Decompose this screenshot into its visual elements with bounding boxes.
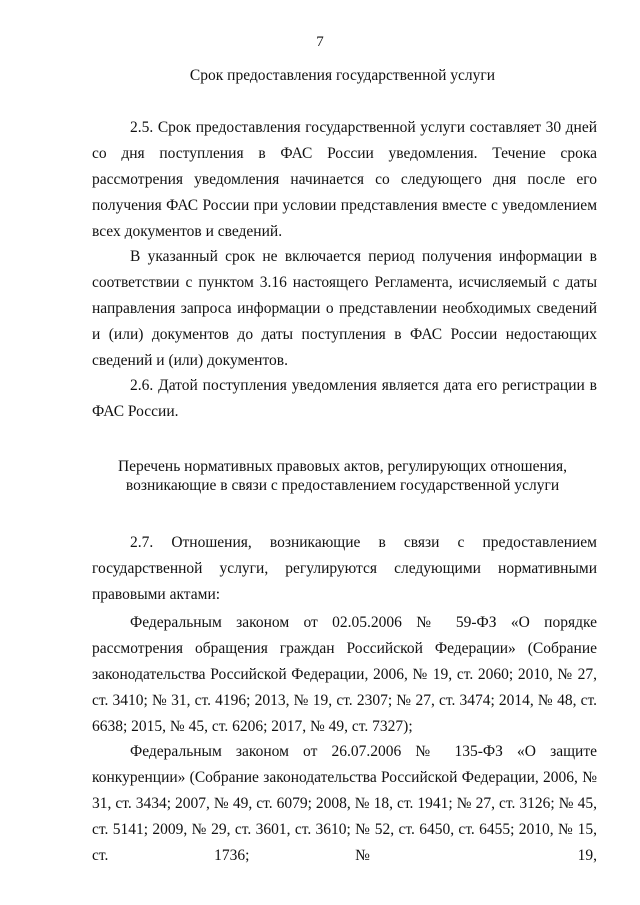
page-number: 7 [316, 34, 324, 50]
section-title-legal-acts: Перечень нормативных правовых актов, регулирующих отношения, возникающие в связи с предоставлением государственной услуги [117, 458, 568, 494]
paragraph-2-7: 2.7. Отношения, возникающие в связи с предоставлением государственной услуги, регулируются следующими нормативными правовыми актами: [92, 534, 597, 603]
paragraph-law-135-fz: Федеральным законом от 26.07.2006 № 135-ФЗ «О защите конкуренции» (Собрание законодательства Российской Федерации, 2006, № 31, ст. 3434; 2007, № 49, ст. 6079; 2008, № 18, ст. 1941; № 27, ст. 3126; № 45, ст. 5141; 2009, № 29, ст. 3601, ст. 3610; № 52, ст. 6450, ст. 6455; 2010, № 15, ст. 1736; № 19, [92, 743, 597, 864]
paragraph-2-6: 2.6. Датой поступления уведомления является дата его регистрации в ФАС России. [92, 377, 597, 420]
paragraph-period-exclusion: В указанный срок не включается период получения информации в соответствии с пунктом 3.16 настоящего Регламента, исчисляемый с даты направления запроса информации о представлении необходимых сведений и (или) документов до даты поступления в ФАС России недостающих сведений и (или) документов. [92, 248, 597, 369]
paragraph-law-59-fz: Федеральным законом от 02.05.2006 № 59-ФЗ «О порядке рассмотрения обращения граждан Российской Федерации» (Собрание законодательства Российской Федерации, 2006, № 19, ст. 2060; 2010, № 27, ст. 3410; № 31, ст. 4196; 2013, № 19, ст. 2307; № 27, ст. 3474; 2014, № 48, ст. 6638; 2015, № 45, ст. 6206; 2017, № 49, ст. 7327); [92, 614, 597, 735]
section-title-service-term: Срок предоставления государственной услуги [189, 67, 496, 84]
paragraph-2-5: 2.5. Срок предоставления государственной услуги составляет 30 дней со дня поступления в ФАС России уведомления. Течение срока рассмотрения уведомления начинается со следующего дня после его получения ФАС России при условии представления вместе с уведомлением всех документов и сведений. [92, 119, 597, 240]
